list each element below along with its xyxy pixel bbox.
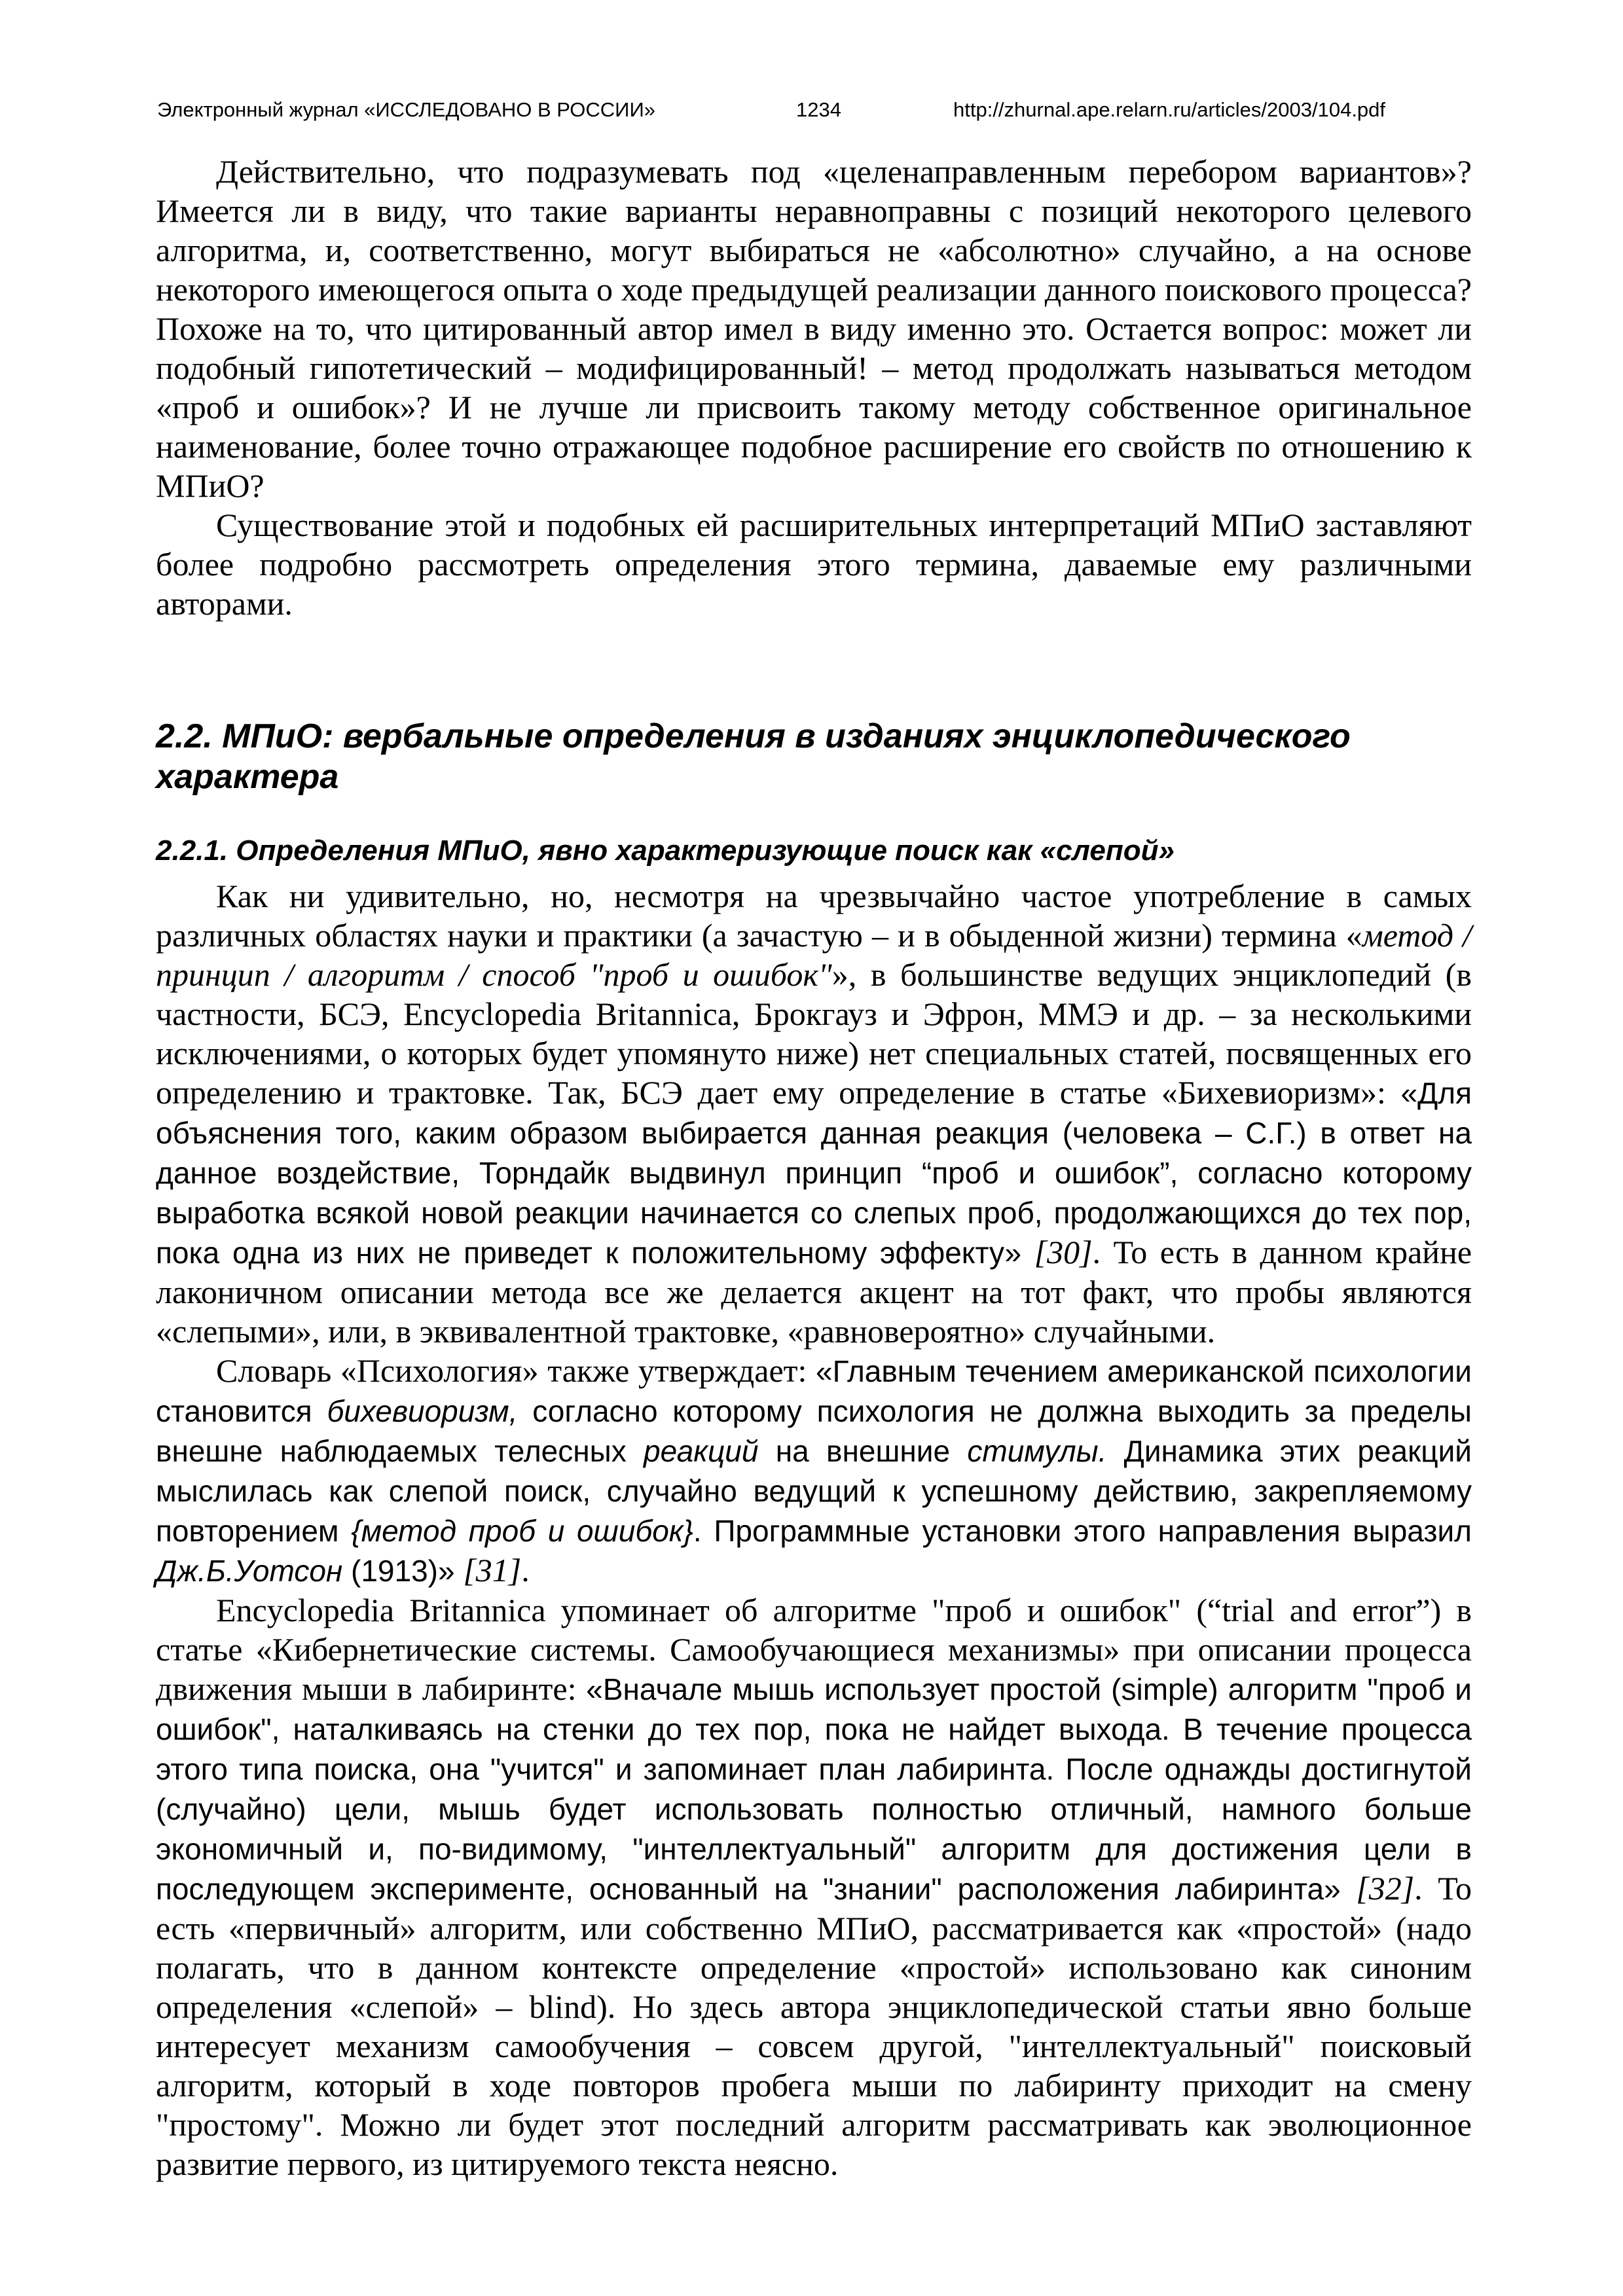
p4-quote-5: . Программные установки этого направления выразил xyxy=(693,1514,1472,1548)
section-heading: 2.2. МПиО: вербальные определения в изданиях энциклопедического характера xyxy=(156,717,1351,796)
p3-text-a: Как ни удивительно, но, несмотря на чрезвычайно частое употребление в самых различных областях науки и практики (а зачастую – и в обыденной жизни) термина « xyxy=(156,878,1472,954)
p3-term: метод / принцип / алгоритм / способ "проб и ошибок" xyxy=(156,917,1472,993)
p4-quote-4: Динамика этих реакций мыслилась как слепой поиск, случайно ведущий к успешному действию, закрепляемому повторением xyxy=(156,1434,1472,1548)
p4-term-reactions: реакций xyxy=(644,1434,759,1468)
p4-quote-2: согласно которому психология не должна выходить за пределы внешне наблюдаемых телесных xyxy=(156,1394,1472,1468)
reference-32: [32] xyxy=(1356,1870,1415,1907)
subsection-heading: 2.2.1. Определения МПиО, явно характеризующие поиск как «слепой» xyxy=(156,834,1175,867)
running-header xyxy=(157,97,1467,130)
paragraph-2: Существование этой и подобных ей расширительных интерпретаций МПиО заставляют более подробно рассмотреть определения этого термина, даваемые ему различными авторами. xyxy=(156,507,1472,622)
p4-term-method: {метод проб и ошибок} xyxy=(351,1514,693,1548)
p4-end: . xyxy=(521,1552,530,1588)
p3-text-b: », в большинстве ведущих энциклопедий (в частности, БСЭ, Encyclopedia Britannica, Брокгауз и Эфрон, ММЭ и др. – за несколькими исключениями, о которых будет упомянуто ниже) нет специальных статей, посвященных его определению и трактовке. Так, БСЭ дает ему определение в статье «Бихевиоризм»: xyxy=(156,956,1472,1111)
page-number: 1234 xyxy=(796,98,841,121)
paragraph-3 xyxy=(156,876,1472,1351)
article-url: http://zhurnal.ape.relarn.ru/articles/2003/104.pdf xyxy=(953,98,1386,121)
p3-quote: «Для объяснения того, каким образом выбирается данная реакция (человека – С.Г.) в ответ на данное воздействие, Торндайк выдвинул принцип “проб и ошибок”, согласно которому выработка всякой новой реакции начинается со слепых проб, продолжающихся до тех пор, пока одна из них не приведет к положительному эффекту» xyxy=(156,1076,1472,1270)
p5-text-b: . То есть «первичный» алгоритм, или собственно МПиО, рассматривается как «простой» (надо полагать, что в данном контексте определение «простой» использовано как синоним определения «слепой» – blind). Но здесь автора энциклопедической статьи явно больше интересует механизм самообучения – совсем другой, "интеллектуальный" поисковый алгоритм, который в ходе повторов пробега мыши по лабиринту приходит на смену "простому". Можно ли будет этот последний алгоритм рассматривать как эволюционное развитие первого, из цитируемого текста неясно. xyxy=(156,1870,1472,2182)
paragraph-1: Действительно, что подразумевать под «целенаправленным перебором вариантов»? Имеется ли в виду, что такие варианты неравноправны с позиций некоторого целевого алгоритма, и, соответственно, могут выбираться не «абсолютно» случайно, а на основе некоторого имеющегося опыта о ходе предыдущей реализации данного поискового процесса? Похоже на то, что цитированный автор имел в виду именно это. Остается вопрос: может ли подобный гипотетический – модифицированный! – метод продолжать называться методом «проб и ошибок»? И не лучше ли присвоить такому методу собственное оригинальное наименование, более точно отражающее подобное расширение его свойств по отношению к МПиО? xyxy=(156,153,1472,504)
p4-quote-3: на внешние xyxy=(758,1434,968,1468)
paragraph-4 xyxy=(156,1351,1472,1590)
p4-quote-1: «Главным течением американской психологии становится xyxy=(156,1354,1472,1428)
p5-text-a: Encyclopedia Britannica упоминает об алгоритме "проб и ошибок" (“trial and error”) в статье «Кибернетические системы. Самообучающиеся механизмы» при описании процесса движения мыши в лабиринте: xyxy=(156,1592,1472,1707)
p4-term-stimuli: стимулы. xyxy=(967,1434,1107,1468)
p4-text-a: Словарь «Психология» также утверждает: xyxy=(216,1352,816,1389)
reference-30: [30] xyxy=(1034,1234,1093,1270)
paragraph-5 xyxy=(156,1590,1472,2183)
p4-term-behaviorism: бихевиоризм, xyxy=(327,1394,518,1428)
p4-author-watson: Дж.Б.Уотсон xyxy=(156,1554,343,1588)
body-block xyxy=(156,876,1472,2183)
intro-block xyxy=(156,152,1472,623)
journal-title: Электронный журнал «ИССЛЕДОВАНО В РОССИИ» xyxy=(157,98,655,121)
p5-quote: «Вначале мышь использует простой (simple) алгоритм "проб и ошибок", наталкиваясь на стенки до тех пор, пока не найдет выхода. В течение процесса этого типа поиска, она "учится" и запоминает план лабиринта. После однажды достигнутой (случайно) цели, мышь будет использовать полностью отличный, намного больше экономичный и, по-видимому, "интеллектуальный" алгоритм для достижения цели в последующем эксперименте, основанный на "знании" расположения лабиринта» xyxy=(156,1672,1472,1906)
reference-31: [31] xyxy=(463,1552,522,1588)
p4-quote-6: (1913)» xyxy=(342,1554,464,1588)
p3-text-c: . То есть в данном крайне лаконичном описании метода все же делается акцент на тот факт, что пробы являются «слепыми», или, в эквивалентной трактовке, «равновероятно» случайными. xyxy=(156,1234,1472,1350)
